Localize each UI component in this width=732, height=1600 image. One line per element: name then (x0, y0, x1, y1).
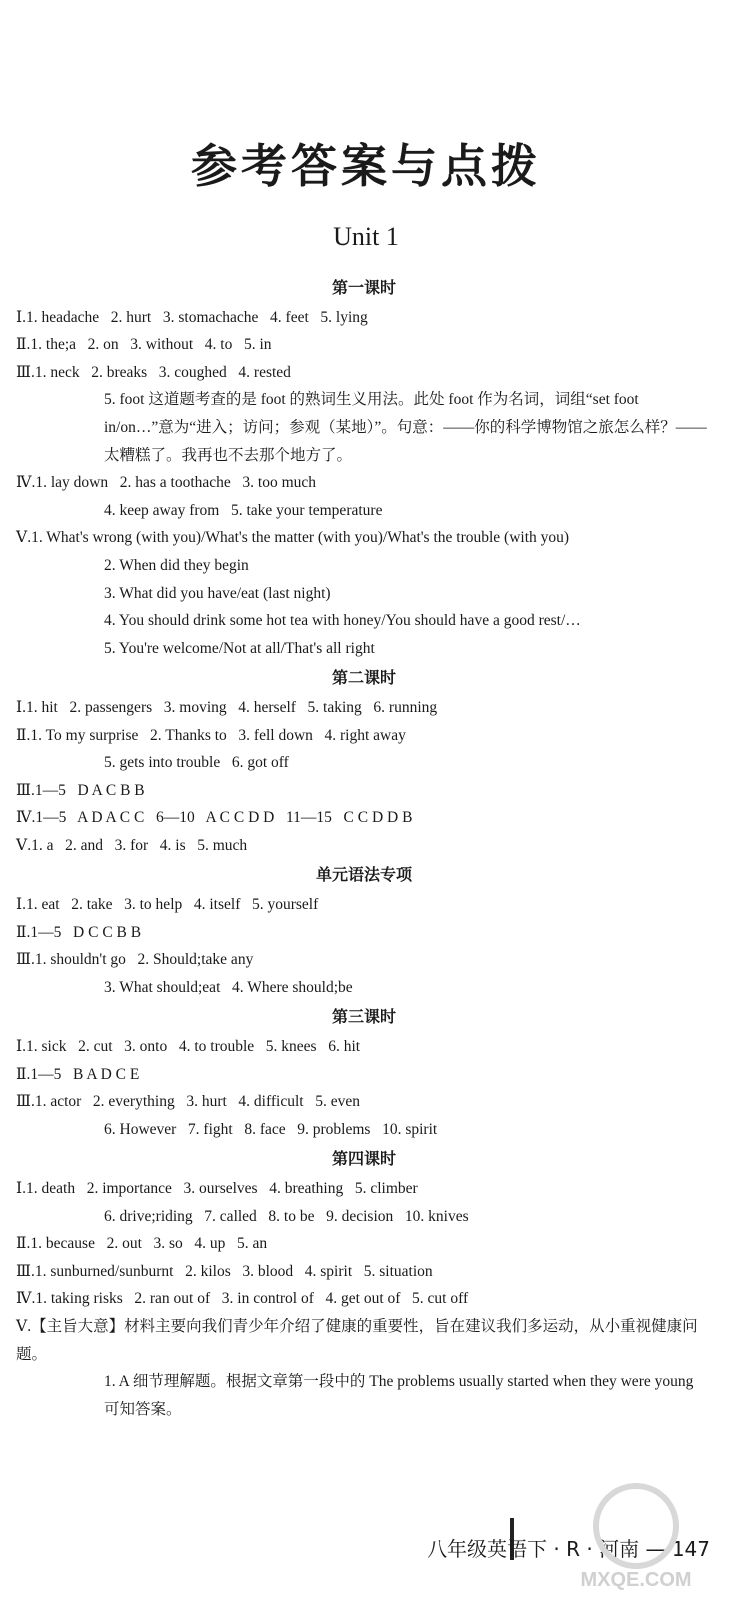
answer-line: Ⅰ.1. hit 2. passengers 3. moving 4. herself 5. taking 6. running (16, 698, 438, 716)
answer-line: Ⅲ.1. sunburned/sunburnt 2. kilos 3. blood 4. spirit 5. situation (16, 1262, 433, 1280)
watermark-text: MXQE.COM (580, 1569, 692, 1591)
answer-line: 6. drive;riding 7. called 8. to be 9. decision 10. knives (104, 1207, 469, 1225)
section-heading: 第一课时 (331, 278, 396, 297)
answer-line: 5. gets into trouble 6. got off (104, 754, 289, 772)
answer-line: Ⅲ.1—5 D A C B B (16, 781, 145, 799)
page-footer: 八年级英语下 · R · 河南 — 147 (427, 1537, 710, 1561)
answer-line: Ⅴ.【主旨大意】材料主要向我们青少年介绍了健康的重要性，旨在建议我们多运动，从小重视健康问题。 (16, 1317, 698, 1363)
answer-line: 4. You should drink some hot tea with honey/You should have a good rest/… (104, 612, 581, 630)
answer-line: Ⅲ.1. shouldn't go 2. Should;take any (16, 951, 254, 969)
answer-line: 3. What did you have/eat (last night) (104, 584, 331, 602)
answer-line: Ⅰ.1. sick 2. cut 3. onto 4. to trouble 5. knees 6. hit (16, 1038, 361, 1056)
answer-line: Ⅰ.1. eat 2. take 3. to help 4. itself 5. yourself (16, 896, 319, 914)
answer-line: Ⅳ.1—5 A D A C C 6—10 A C C D D 11—15 C C D D B (16, 809, 413, 827)
answer-line: Ⅱ.1. because 2. out 3. so 4. up 5. an (16, 1235, 268, 1253)
page-title: 参考答案与点拨 (191, 139, 541, 193)
section-heading: 第三课时 (331, 1007, 396, 1027)
answer-line: Ⅳ.1. lay down 2. has a toothache 3. too much (16, 474, 317, 492)
answer-line: Ⅳ.1. taking risks 2. ran out of 3. in control of 4. get out of 5. cut off (16, 1290, 469, 1308)
section-heading: 第四课时 (331, 1149, 396, 1169)
answer-line: Ⅲ.1. neck 2. breaks 3. coughed 4. rested (16, 363, 291, 381)
unit-heading: Unit 1 (333, 222, 399, 251)
section-heading: 第二课时 (331, 668, 396, 688)
section-heading: 单元语法专项 (315, 865, 412, 885)
answer-line: Ⅱ.1—5 D C C B B (16, 923, 142, 941)
answer-line: Ⅱ.1. the;a 2. on 3. without 4. to 5. in (16, 336, 272, 354)
answer-line: 5. foot 这道题考查的是 foot 的熟词生义用法。此处 foot 作为名词，词组“set foot in/on…”意为“进入；访问；参观（某地）”。句意：——你的科学博物馆之旅怎么样？——太糟糕了。我再也不去那个地方了。 (104, 391, 707, 464)
answer-line: Ⅰ.1. headache 2. hurt 3. stomachache 4. feet 5. lying (16, 308, 368, 326)
answer-line: 3. What should;eat 4. Where should;be (104, 978, 353, 996)
answer-content (16, 272, 712, 1423)
answer-line: Ⅴ.1. a 2. and 3. for 4. is 5. much (16, 836, 248, 854)
answer-line: Ⅲ.1. actor 2. everything 3. hurt 4. difficult 5. even (16, 1093, 360, 1111)
answer-line: Ⅱ.1—5 B A D C E (16, 1065, 140, 1083)
answer-line: 6. However 7. fight 8. face 9. problems 10. spirit (104, 1120, 438, 1138)
answer-line: Ⅱ.1. To my surprise 2. Thanks to 3. fell down 4. right away (16, 726, 406, 744)
answer-line: 4. keep away from 5. take your temperature (104, 501, 383, 519)
answer-line: 5. You're welcome/Not at all/That's all right (104, 639, 375, 657)
watermark-logo-icon (546, 1476, 726, 1596)
answer-line: Ⅴ.1. What's wrong (with you)/What's the matter (with you)/What's the trouble (with you) (16, 529, 570, 547)
answer-line: 2. When did they begin (104, 556, 249, 574)
answer-line: Ⅰ.1. death 2. importance 3. ourselves 4. breathing 5. climber (16, 1180, 418, 1197)
answer-line: 1. A 细节理解题。根据文章第一段中的 The problems usually started when they were young 可知答案。 (104, 1373, 694, 1418)
